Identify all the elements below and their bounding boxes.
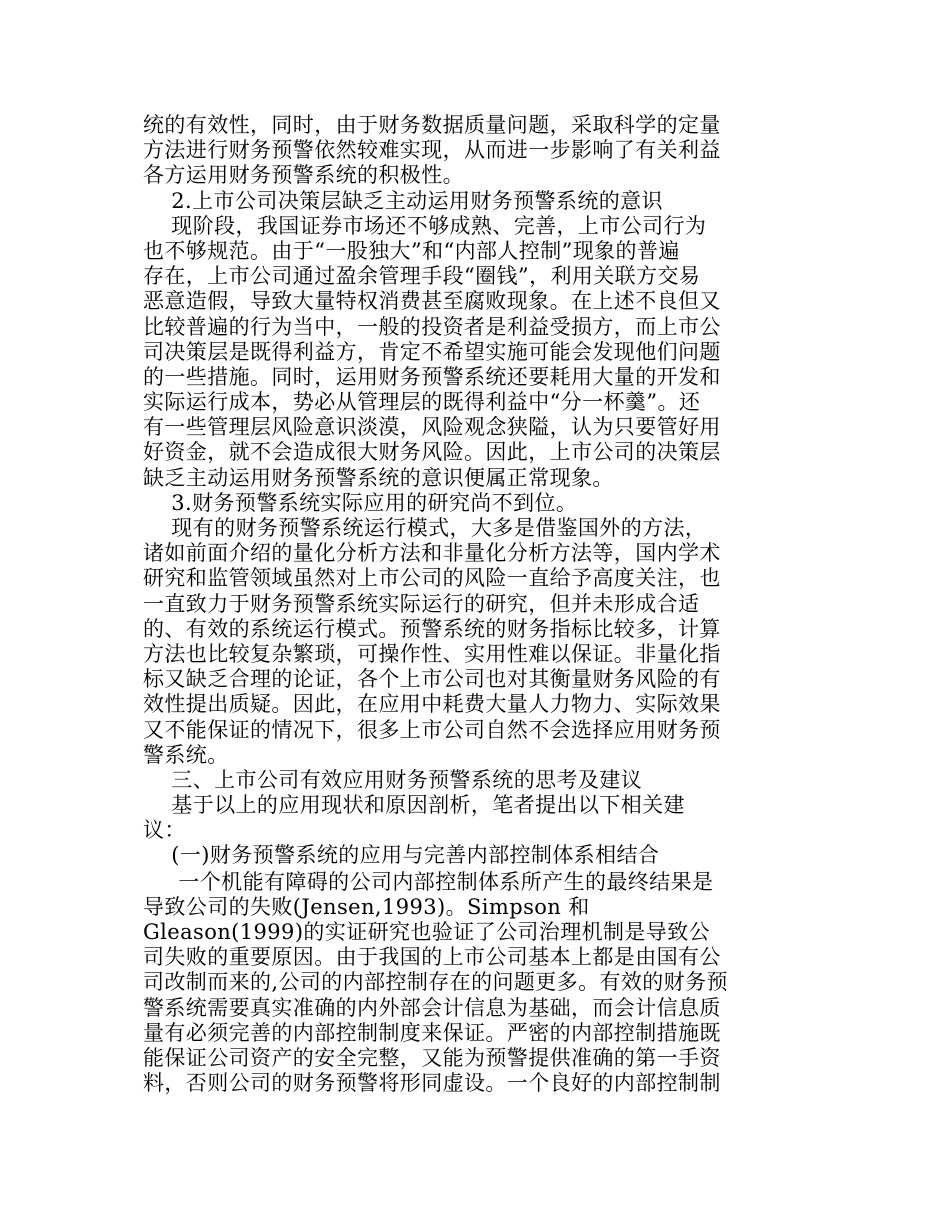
section-heading: 2.上市公司决策层缺乏主动运用财务预警系统的意识 [143, 188, 663, 213]
text-line: 议： [143, 818, 186, 843]
text-line: Gleason(1999)的实证研究也验证了公司治理机制是导致公 [143, 920, 711, 944]
text-line: 标又缺乏合理的论证，各个上市公司也对其衡量财务风险的有 [143, 667, 721, 692]
text-line: 存在，上市公司通过盈余管理手段“圈钱”，利用关联方交易 [143, 264, 701, 289]
text-line: 研究和监管领域虽然对上市公司的风险一直给予高度关注，也 [143, 566, 721, 591]
text-line: 缺乏主动运用财务预警系统的意识便属正常现象。 [143, 465, 614, 490]
text-line: 警系统需要真实准确的内外部会计信息为基础，而会计信息质 [143, 995, 721, 1020]
text-line: 一直致力于财务预警系统实际运行的研究，但并未形成合适 [143, 591, 700, 616]
text-line: 比较普遍的行为当中，一般的投资者是利益受损方，而上市公 [143, 314, 721, 339]
text-line: 警系统。 [143, 742, 229, 767]
text-line: 基于以上的应用现状和原因剖析，笔者提出以下相关建 [143, 793, 685, 818]
text-line: 能保证公司资产的安全完整，又能为预警提供准确的第一手资 [143, 1045, 721, 1070]
text-line: 导致公司的失败(Jensen,1993)。Simpson 和 [143, 894, 590, 919]
text-line: 方法进行财务预警依然较难实现，从而进一步影响了有关利益 [143, 138, 721, 163]
text-line: 量有必须完善的内部控制制度来保证。严密的内部控制措施既 [143, 1020, 721, 1045]
text-line: 有一些管理层风险意识淡漠，风险观念狭隘，认为只要管好用 [143, 415, 721, 440]
text-line: 现有的财务预警系统运行模式，大多是借鉴国外的方法， [143, 516, 707, 540]
text-line: 一个机能有障碍的公司内部控制体系所产生的最终结果是 [143, 869, 714, 894]
text-line: 的一些措施。同时，运用财务预警系统还要耗用大量的开发和 [143, 364, 721, 389]
text-line: 料，否则公司的财务预警将形同虚设。一个良好的内部控制制 [143, 1071, 721, 1096]
section-heading: (一)财务预警系统的应用与完善内部控制体系相结合 [143, 843, 660, 868]
text-line: 又不能保证的情况下，很多上市公司自然不会选择应用财务预 [143, 717, 721, 742]
body-text [143, 113, 763, 1096]
text-line: 效性提出质疑。因此，在应用中耗费大量人力物力、实际效果 [143, 692, 721, 717]
text-line: 司改制而来的,公司的内部控制存在的问题更多。有效的财务预 [143, 970, 728, 995]
text-line: 的、有效的系统运行模式。预警系统的财务指标比较多，计算 [143, 616, 721, 641]
text-line: 也不够规范。由于“一股独大”和“内部人控制”现象的普遍 [143, 238, 680, 263]
text-line: 方法也比较复杂繁琐，可操作性、实用性难以保证。非量化指 [143, 641, 721, 666]
text-line: 各方运用财务预警系统的积极性。 [143, 163, 464, 188]
text-line: 好资金，就不会造成很大财务风险。因此，上市公司的决策层 [143, 440, 721, 465]
text-line: 统的有效性，同时，由于财务数据质量问题，采取科学的定量 [143, 113, 721, 137]
text-line: 司失败的重要原因。由于我国的上市公司基本上都是由国有公 [143, 945, 721, 970]
text-line: 现阶段，我国证券市场还不够成熟、完善，上市公司行为 [143, 213, 707, 238]
text-line: 恶意造假，导致大量特权消费甚至腐败现象。在上述不良但又 [143, 289, 721, 314]
text-line: 司决策层是既得利益方，肯定不希望实施可能会发现他们问题 [143, 339, 721, 364]
section-heading: 3.财务预警系统实际应用的研究尚不到位。 [143, 490, 578, 515]
text-line: 实际运行成本，势必从管理层的既得利益中“分一杯羹”。还 [143, 390, 701, 415]
text-line: 诸如前面介绍的量化分析方法和非量化分析方法等，国内学术 [143, 541, 721, 566]
section-heading: 三、上市公司有效应用财务预警系统的思考及建议 [143, 767, 643, 792]
